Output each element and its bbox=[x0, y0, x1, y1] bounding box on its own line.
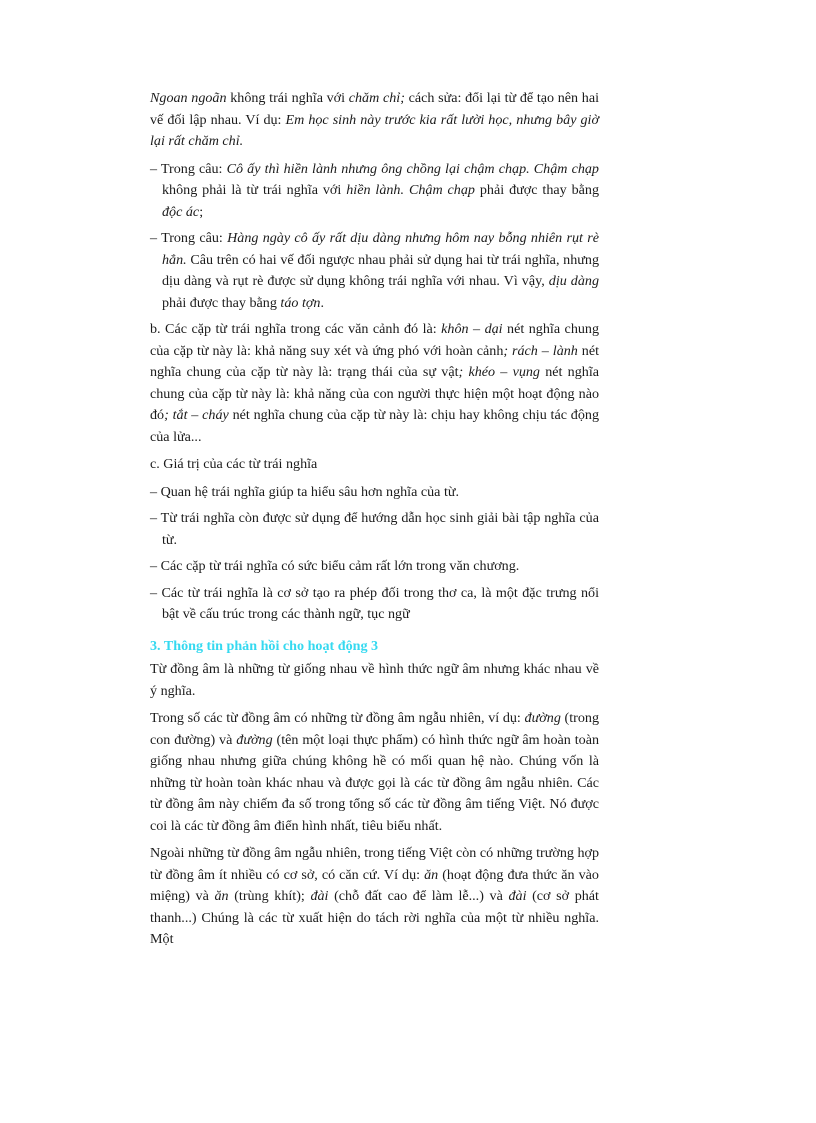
document-page bbox=[150, 88, 599, 957]
part-b-paragraph: b. Các cặp từ trái nghĩa trong các văn cảnh đó là: khôn – dại nét nghĩa chung của cặp từ này là: khả năng suy xét và ứng phó với hoàn cảnh; rách – lành nét nghĩa chung của cặp từ này là: trạng thái của sự vật; khéo – vụng nét nghĩa chung của cặp từ này là: khả năng của con người thực hiện một hoạt động nào đó; tắt – cháy nét nghĩa chung của cặp từ này là: chịu hay không chịu tác động của lửa... bbox=[150, 321, 600, 445]
intro-paragraph: Ngoan ngoãn không trái nghĩa với chăm chỉ; cách sửa: đổi lại từ để tạo nên hai vế đối lập nhau. Ví dụ: Em học sinh này trước kia rất lười học, nhưng bây giờ lại rất chăm chỉ. bbox=[150, 90, 599, 149]
part-c-title: c. Giá trị của các từ trái nghĩa bbox=[150, 456, 318, 472]
list-item: – Các cặp từ trái nghĩa có sức biểu cảm rất lớn trong văn chương. bbox=[150, 558, 520, 574]
example-sentence: Em học sinh này trước kia rất lười học, nhưng bây giờ lại rất chăm chỉ. bbox=[150, 111, 599, 149]
section3-paragraph-2: Trong số các từ đồng âm có những từ đồng âm ngẫu nhiên, ví dụ: đường (trong con đường) và đường (tên một loại thực phẩm) có hình thức ngữ âm hoàn toàn giống nhau nhưng giữa chúng không hề có mối quan hệ nào. Chúng vốn là những từ hoàn toàn khác nhau và được gọi là các từ đồng âm ngẫu nhiên. Các từ đồng âm này chiếm đa số trong tổng số các từ đồng âm tiếng Việt. Nó được coi là các từ đồng âm điển hình nhất, tiêu biểu nhất. bbox=[150, 710, 600, 834]
section3-paragraph-1: Từ đồng âm là những từ giống nhau về hình thức ngữ âm nhưng khác nhau về ý nghĩa. bbox=[150, 661, 599, 699]
list-item: – Từ trái nghĩa còn được sử dụng để hướng dẫn học sinh giải bài tập nghĩa của từ. bbox=[150, 510, 599, 548]
term-ngoan-ngoan: Ngoan ngoãn bbox=[150, 90, 227, 106]
bullet-diu-dang: – Trong câu: Hàng ngày cô ấy rất dịu dàng nhưng hôm nay bỗng nhiên rụt rè hẳn. Câu trên có hai vế đối ngược nhau phải sử dụng hai từ trái nghĩa, nhưng dịu dàng và rụt rè được sử dụng không trái nghĩa với nhau. Vì vậy, dịu dàng phải được thay bằng táo tợn. bbox=[150, 230, 599, 311]
list-item: – Quan hệ trái nghĩa giúp ta hiểu sâu hơn nghĩa của từ. bbox=[150, 483, 460, 500]
list-item: – Các từ trái nghĩa là cơ sở tạo ra phép đối trong thơ ca, là một đặc trưng nổi bật về cấu trúc trong các thành ngữ, tục ngữ bbox=[150, 584, 599, 622]
bullet-cham-chap: – Trong câu: Cô ấy thì hiền lành nhưng ông chồng lại chậm chạp. Chậm chạp không phải là từ trái nghĩa với hiền lành. Chậm chạp phải được thay bằng độc ác; bbox=[150, 160, 599, 220]
section-heading: 3. Thông tin phản hồi cho hoạt động 3 bbox=[150, 637, 379, 654]
section3-paragraph-3: Ngoài những từ đồng âm ngẫu nhiên, trong tiếng Việt còn có những trường hợp từ đồng âm ít nhiều có cơ sở, có căn cứ. Ví dụ: ăn (hoạt động đưa thức ăn vào miệng) và ăn (trùng khít); đài (chỗ đất cao để làm lễ...) và đài (cơ sở phát thanh...) Chúng là các từ xuất hiện do tách rời nghĩa của một từ nhiều nghĩa. Một bbox=[150, 845, 599, 947]
